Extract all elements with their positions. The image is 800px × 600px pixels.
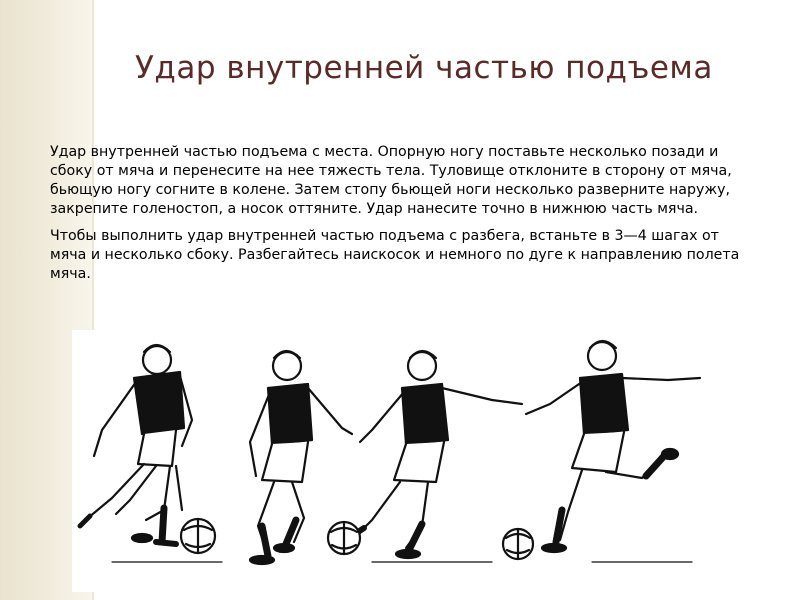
paragraph-1: Удар внутренней частью подъема с места. Опорную ногу поставьте несколько позади и сбоку от мяча и перенесите на нее тяжесть тела. Туловище отклоните в сторону от мяча, бьющую ногу согните в колене. Затем стопу бьющей ноги несколько разверните наружу, закрепите голеностоп, а носок оттяните. Удар нанесите точно в нижнюю часть мяча. (50, 144, 732, 217)
player-figure-1 (80, 345, 192, 544)
ball-1 (181, 519, 215, 553)
kick-sequence-illustration (72, 330, 730, 592)
football-kick-sequence-icon (72, 330, 730, 592)
ball-4 (503, 529, 533, 559)
ball-3 (328, 522, 360, 554)
player-figure-3 (352, 351, 522, 558)
paragraph-2: Чтобы выполнить удар внутренней частью подъема с разбега, встаньте в 3—4 шагах от мяча и несколько сбоку. Разбегайтесь наискосок и немного по дуге к направлению полета мяча. (50, 228, 740, 282)
slide-title: Удар внутренней частью подъема (135, 50, 713, 86)
slide-body (50, 143, 750, 292)
player-figure-4 (526, 341, 700, 552)
